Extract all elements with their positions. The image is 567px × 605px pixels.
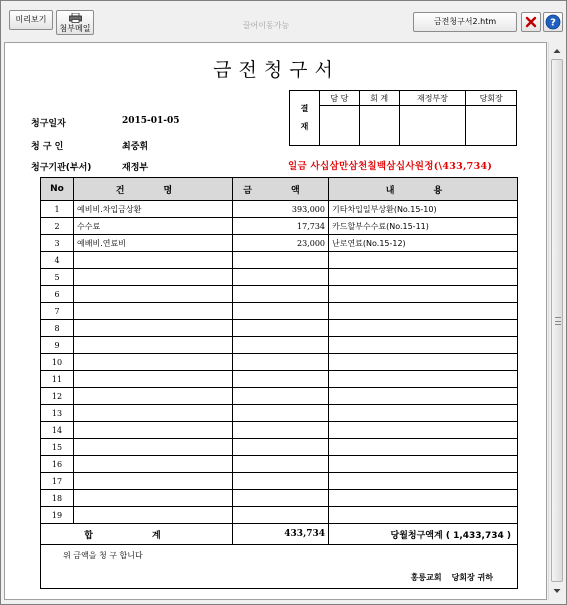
table-row [41,354,518,371]
dept-label: 청구기관(부서) [31,163,92,173]
help-icon [544,13,562,31]
scrollbar-grip [555,317,561,325]
table-row [41,422,518,439]
row-number: 5 [41,269,74,286]
total-label: 합 계 [41,524,233,545]
recipient: 당회장 귀하 [451,572,493,582]
total-amount: 433,734 [233,524,329,545]
row-item [74,490,233,507]
table-row [41,439,518,456]
row-item: 예배비.연료비 [74,235,233,252]
row-number: 3 [41,235,74,252]
dept-value: 재정부 [122,163,149,173]
row-detail [329,439,518,456]
table-row [41,371,518,388]
row-detail [329,422,518,439]
row-detail [329,286,518,303]
svg-text:?: ? [550,17,556,29]
row-detail: 기타차입일부상환(No.15-10) [329,201,518,218]
row-detail [329,320,518,337]
row-amount [233,269,329,286]
row-amount [233,286,329,303]
table-row [41,490,518,507]
row-detail [329,303,518,320]
row-amount [233,320,329,337]
table-header: 내 용 [329,178,518,201]
approval-header: 담 당 [320,91,360,106]
row-amount: 23,000 [233,235,329,252]
row-number: 14 [41,422,74,439]
row-detail [329,490,518,507]
row-amount: 393,000 [233,201,329,218]
row-item [74,252,233,269]
row-number: 13 [41,405,74,422]
table-row [41,303,518,320]
requester-label: 청 구 인 [31,142,64,152]
row-item: 예비비.차입금상환 [74,201,233,218]
row-amount [233,303,329,320]
row-item [74,388,233,405]
row-amount [233,337,329,354]
row-number: 6 [41,286,74,303]
approval-header: 재정부장 [399,91,466,106]
table-header: 건 명 [74,178,233,201]
request-note: 위 금액을 청 구 합니다 [41,545,518,567]
row-detail [329,456,518,473]
row-item [74,320,233,337]
page-title: 금전청구서 [213,59,340,81]
row-number: 1 [41,201,74,218]
row-amount [233,456,329,473]
row-number: 15 [41,439,74,456]
row-item [74,337,233,354]
document-page [4,42,547,600]
attach-mail-button[interactable] [56,10,94,35]
row-number: 4 [41,252,74,269]
scroll-up-icon[interactable] [550,44,564,58]
church-name: 홍릉교회 [410,572,442,582]
table-header: No [41,178,74,201]
row-amount [233,252,329,269]
row-item [74,303,233,320]
table-row [41,507,518,524]
row-item [74,422,233,439]
table-row [41,388,518,405]
date-value: 2015-01-05 [122,116,180,126]
row-number: 8 [41,320,74,337]
row-number: 17 [41,473,74,490]
requester-value: 최중휘 [122,142,149,152]
preview-button[interactable]: 미리보기 [9,10,53,30]
approval-sign-cell [359,106,399,146]
row-detail [329,405,518,422]
row-number: 9 [41,337,74,354]
table-row [41,252,518,269]
table-row [41,473,518,490]
date-label: 청구일자 [31,119,66,129]
attach-mail-label: 첨부메일 [59,24,91,33]
table-row [41,405,518,422]
table-row [41,456,518,473]
row-number: 11 [41,371,74,388]
row-item: 수수료 [74,218,233,235]
row-detail [329,371,518,388]
approval-header: 당회장 [466,91,517,106]
row-item [74,269,233,286]
row-detail: 난로연료(No.15-12) [329,235,518,252]
toolbar [1,1,566,41]
approval-sign-cell [466,106,517,146]
row-number: 12 [41,388,74,405]
row-item [74,354,233,371]
row-item [74,286,233,303]
printer-icon [69,13,82,23]
close-button[interactable] [521,12,541,32]
row-detail [329,252,518,269]
row-item [74,473,233,490]
scroll-down-icon[interactable] [550,584,564,598]
row-amount: 17,734 [233,218,329,235]
vertical-scrollbar[interactable] [548,42,564,600]
row-amount [233,439,329,456]
row-item [74,439,233,456]
table-row [41,218,518,235]
table-header: 금 액 [233,178,329,201]
close-icon [522,13,540,31]
row-number: 7 [41,303,74,320]
approval-sign-cell [320,106,360,146]
row-amount [233,405,329,422]
row-amount [233,473,329,490]
amount-in-words: 일금 사십삼만삼천칠백삼십사원정(\433,734) [288,161,493,172]
row-amount [233,490,329,507]
row-detail [329,269,518,286]
row-number: 18 [41,490,74,507]
filename-display: 금전청구서2.htm [413,12,517,32]
claim-table [40,177,518,589]
table-row [41,235,518,252]
row-item [74,371,233,388]
approval-side-label: 결 재 [290,91,320,146]
row-amount [233,354,329,371]
row-amount [233,371,329,388]
help-button[interactable] [543,12,563,32]
row-detail: 카드할부수수료(No.15-11) [329,218,518,235]
row-amount [233,388,329,405]
drag-hint-text: 끌어이동가능 [242,21,290,30]
row-item [74,507,233,524]
row-detail [329,507,518,524]
row-item [74,456,233,473]
table-row [41,286,518,303]
row-detail [329,354,518,371]
table-row [41,320,518,337]
row-number: 2 [41,218,74,235]
scrollbar-thumb[interactable] [551,59,563,582]
table-row [41,201,518,218]
row-amount [233,422,329,439]
row-number: 19 [41,507,74,524]
row-amount [233,507,329,524]
approval-sign-cell [399,106,466,146]
row-detail [329,473,518,490]
row-number: 16 [41,456,74,473]
row-item [74,405,233,422]
table-row [41,269,518,286]
month-total: 당월청구액계 ( 1,433,734 ) [329,524,518,545]
row-number: 10 [41,354,74,371]
row-detail [329,337,518,354]
approval-box [289,90,517,146]
approval-header: 회 계 [359,91,399,106]
row-detail [329,388,518,405]
signature-line [41,567,518,589]
table-row [41,337,518,354]
